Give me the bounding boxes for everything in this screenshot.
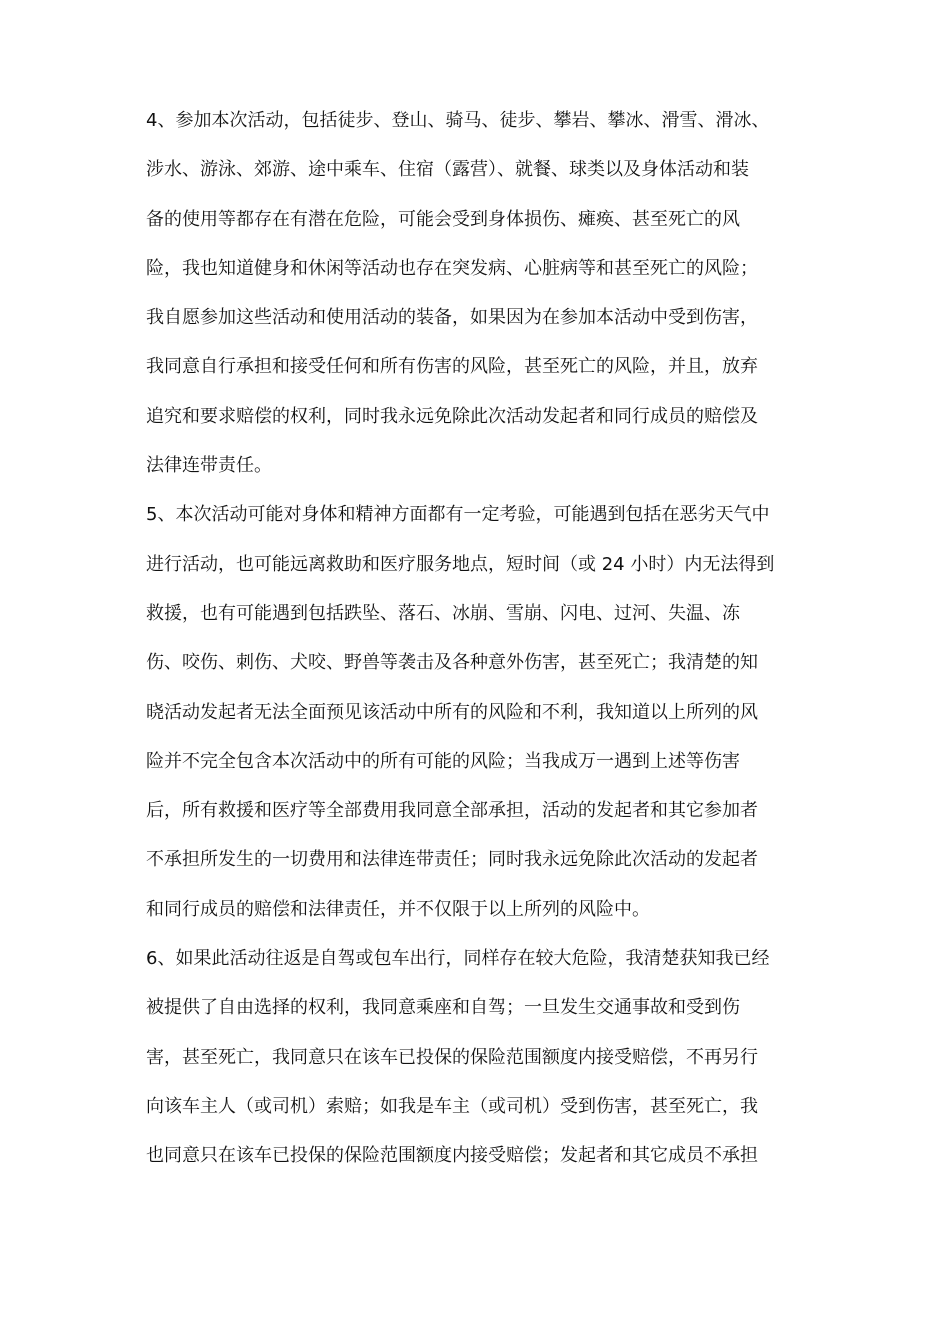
clause-4-line-3: 备的使用等都存在有潜在危险，可能会受到身体损伤、瘫痪、甚至死亡的风	[146, 208, 740, 230]
clause-4-line-8: 法律连带责任。	[146, 455, 272, 477]
clause-5-line-8: 不承担所发生的一切费用和法律连带责任；同时我永远免除此次活动的发起者	[146, 849, 758, 871]
clause-5-line-7: 后，所有救援和医疗等全部费用我同意全部承担，活动的发起者和其它参加者	[146, 800, 758, 822]
clause-4-line-1: 4、参加本次活动，包括徒步、登山、骑马、徒步、攀岩、攀冰、滑雪、滑冰、	[146, 110, 770, 131]
clause-4-line-4: 险，我也知道健身和休闲等活动也存在突发病、心脏病等和甚至死亡的风险；	[146, 257, 758, 279]
clause-6-line-4: 向该车主人（或司机）索赔；如我是车主（或司机）受到伤害，甚至死亡，我	[146, 1095, 758, 1117]
clause-4-line-2: 涉水、游泳、郊游、途中乘车、住宿（露营）、就餐、球类以及身体活动和装	[146, 159, 749, 181]
clause-6-line-5: 也同意只在该车已投保的保险范围额度内接受赔偿；发起者和其它成员不承担	[146, 1145, 758, 1167]
clause-5-line-6: 险并不完全包含本次活动中的所有可能的风险；当我成万一遇到上述等伤害	[146, 750, 740, 772]
clause-4-line-7: 追究和要求赔偿的权利，同时我永远免除此次活动发起者和同行成员的赔偿及	[146, 405, 758, 427]
clause-4-line-5: 我自愿参加这些活动和使用活动的装备，如果因为在参加本活动中受到伤害，	[146, 307, 758, 329]
clause-6-line-3: 害，甚至死亡，我同意只在该车已投保的保险范围额度内接受赔偿，不再另行	[146, 1046, 758, 1068]
clause-5-line-9: 和同行成员的赔偿和法律责任，并不仅限于以上所列的风险中。	[146, 898, 650, 920]
document-body	[146, 103, 816, 1188]
clause-5-line-1: 5、本次活动可能对身体和精神方面都有一定考验，可能遇到包括在恶劣天气中	[146, 504, 770, 526]
clause-4-line-6: 我同意自行承担和接受任何和所有伤害的风险，甚至死亡的风险，并且，放弃	[146, 356, 758, 378]
clause-5-line-5: 晓活动发起者无法全面预见该活动中所有的风险和不利，我知道以上所列的风	[146, 701, 758, 723]
clause-5-line-3: 救援，也有可能遇到包括跌坠、落石、冰崩、雪崩、闪电、过河、失温、冻	[146, 602, 740, 624]
clause-5-line-2: 进行活动，也可能远离救助和医疗服务地点，短时间（或 24 小时）内无法得到	[146, 553, 775, 575]
clause-6-line-2: 被提供了自由选择的权利，我同意乘座和自驾；一旦发生交通事故和受到伤	[146, 997, 740, 1019]
clause-5-line-4: 伤、咬伤、刺伤、犬咬、野兽等袭击及各种意外伤害，甚至死亡；我清楚的知	[146, 652, 758, 674]
clause-6-line-1: 6、如果此活动往返是自驾或包车出行，同样存在较大危险，我清楚获知我已经	[146, 948, 770, 970]
